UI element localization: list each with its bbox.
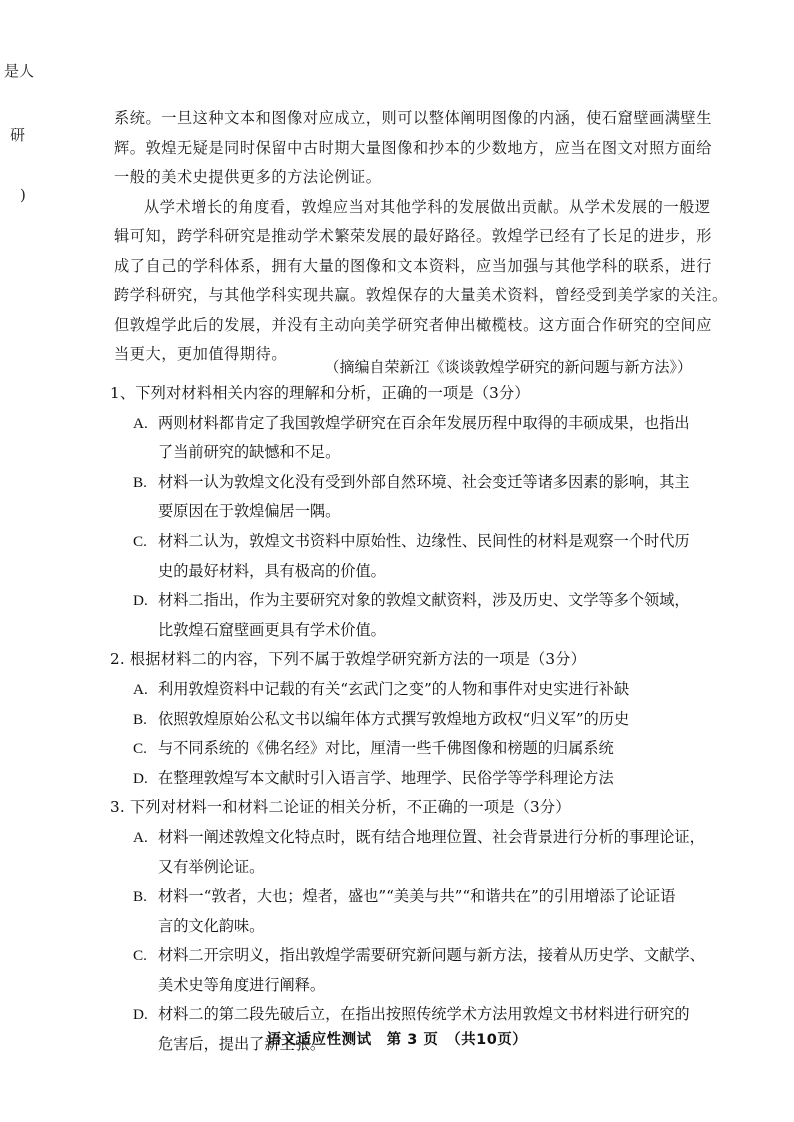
option-line [110,586,710,616]
passage-source: （摘编自荣新江《谈谈敦煌学研究的新问题与新方法》） [324,358,692,376]
option-text: 在整理敦煌写本文献时引入语言学、地理学、民俗学等学科理论方法 [158,768,614,787]
option-text: 两则材料都肯定了我国敦煌学研究在百余年发展历程中取得的丰硕成果，也指出 [158,413,690,432]
passage-line: 辑可知，跨学科研究是推动学术繁荣发展的最好路径。敦煌学已经有了长足的进步，形 [114,227,713,245]
option-letter: B. [133,888,147,906]
margin-fragment: ) [20,186,26,204]
question-number: 2. [110,650,125,669]
option-letter: A. [133,414,148,432]
option-text: 利用敦煌资料中记载的有关“玄武门之变”的人物和事件对史实进行补缺 [158,679,630,698]
margin-fragment: 研 [10,126,26,144]
option-text: 材料一阐述敦煌文化特点时，既有结合地理位置、社会背景进行分析的事理论证， [158,827,705,846]
passage-line: 成了自己的学科体系，拥有大量的图像和文本资料，应当加强与其他学科的联系，进行 [114,256,713,275]
option-line: 要原因在于敦煌偏居一隅。 [158,502,341,521]
question-stem [110,645,710,675]
option-letter: D. [133,592,148,610]
option-line [110,764,710,794]
option-text: 材料二开宗明义，指出敦煌学需要研究新问题与新方法，接着从历史学、文献学、 [158,946,705,965]
option-line [110,527,710,557]
option-text: 材料二的第二段先破后立，在指出按照传统学术方法用敦煌文书材料进行研究的 [158,1005,690,1024]
passage-line: 跨学科研究，与其他学科实现共赢。敦煌保存的大量美术资料，曾经受到美学家的关注。 [114,286,728,304]
option-line [110,675,710,705]
question-text: 下列对材料相关内容的理解和分析，正确的一项是（3分） [135,384,530,402]
option-text: 材料一认为敦煌文化没有受到外部自然环境、社会变迁等诸多因素的影响，其主 [158,472,690,491]
passage-line: 辉。敦煌无疑是同时保留中古时期大量图像和抄本的少数地方，应当在图文对照方面给 [114,138,713,157]
option-line [110,705,710,735]
option-line [110,409,710,439]
option-line: 危害后，提出了新主张。 [158,1035,326,1054]
option-line [110,734,710,764]
option-text: 材料一“敦者，大也；煌者，盛也”“美美与共”“和谐共在”的引用增添了论证语 [158,887,676,906]
passage-line: 一般的美术史提供更多的方法论例证。 [114,168,382,186]
option-text: 依照敦煌原始公私文书以编年体方式撰写敦煌地方政权“归义军”的历史 [158,709,630,728]
option-letter: D. [133,1006,148,1024]
passage-line: 当更大，更加值得期待。 [114,345,288,363]
option-letter: C. [133,532,147,550]
option-text: 材料二认为，敦煌文书资料中原始性、边缘性、民间性的材料是观察一个时代历 [158,531,690,550]
option-line [110,468,710,498]
option-line: 言的文化韵味。 [158,916,265,935]
option-letter: C. [133,740,147,758]
page-footer: 语文适应性测试 第 3 页 （共10页） [266,1032,528,1048]
option-letter: B. [133,710,147,728]
question-text: 根据材料二的内容，下列不属于敦煌学研究新方法的一项是（3分） [129,650,587,669]
question-list [110,379,710,1060]
option-letter: B. [133,473,147,491]
passage-line: 从学术增长的角度看，敦煌应当对其他学科的发展做出贡献。从学术发展的一般逻 [144,197,711,216]
option-line: 美术史等角度进行阐释。 [158,975,326,994]
option-letter: A. [133,828,148,846]
option-letter: A. [133,680,148,698]
option-letter: D. [133,769,148,787]
question-text: 下列对材料一和材料二论证的相关分析，不正确的一项是（3分） [129,798,571,817]
option-text: 与不同系统的《佛名经》对比，厘清一些千佛图像和榜题的归属系统 [158,739,614,758]
margin-fragment: 是人 [4,62,35,80]
question-stem [110,379,710,409]
passage-line: 但敦煌学此后的发展，并没有主动向美学研究者伸出橄榄枝。这方面合作研究的空间应 [114,315,713,334]
option-letter: C. [133,947,147,965]
passage-line: 系统。一旦这种文本和图像对应成立，则可以整体阐明图像的内涵，使石窟壁画满壁生 [114,109,713,127]
option-line: 史的最好材料，具有极高的价值。 [158,561,386,580]
option-line [110,823,710,853]
option-line [110,1000,710,1030]
option-line: 了当前研究的缺憾和不足。 [158,443,341,462]
option-line: 比敦煌石窟壁画更具有学术价值。 [158,620,386,639]
question-number: 3. [110,798,125,817]
question-stem [110,793,710,823]
option-line: 又有举例论证。 [158,857,265,876]
reading-passage [114,104,728,370]
option-line [110,882,710,912]
question-number: 1、 [110,384,136,402]
option-line [110,941,710,971]
option-text: 材料二指出，作为主要研究对象的敦煌文献资料，涉及历史、文学等多个领域， [158,591,690,610]
